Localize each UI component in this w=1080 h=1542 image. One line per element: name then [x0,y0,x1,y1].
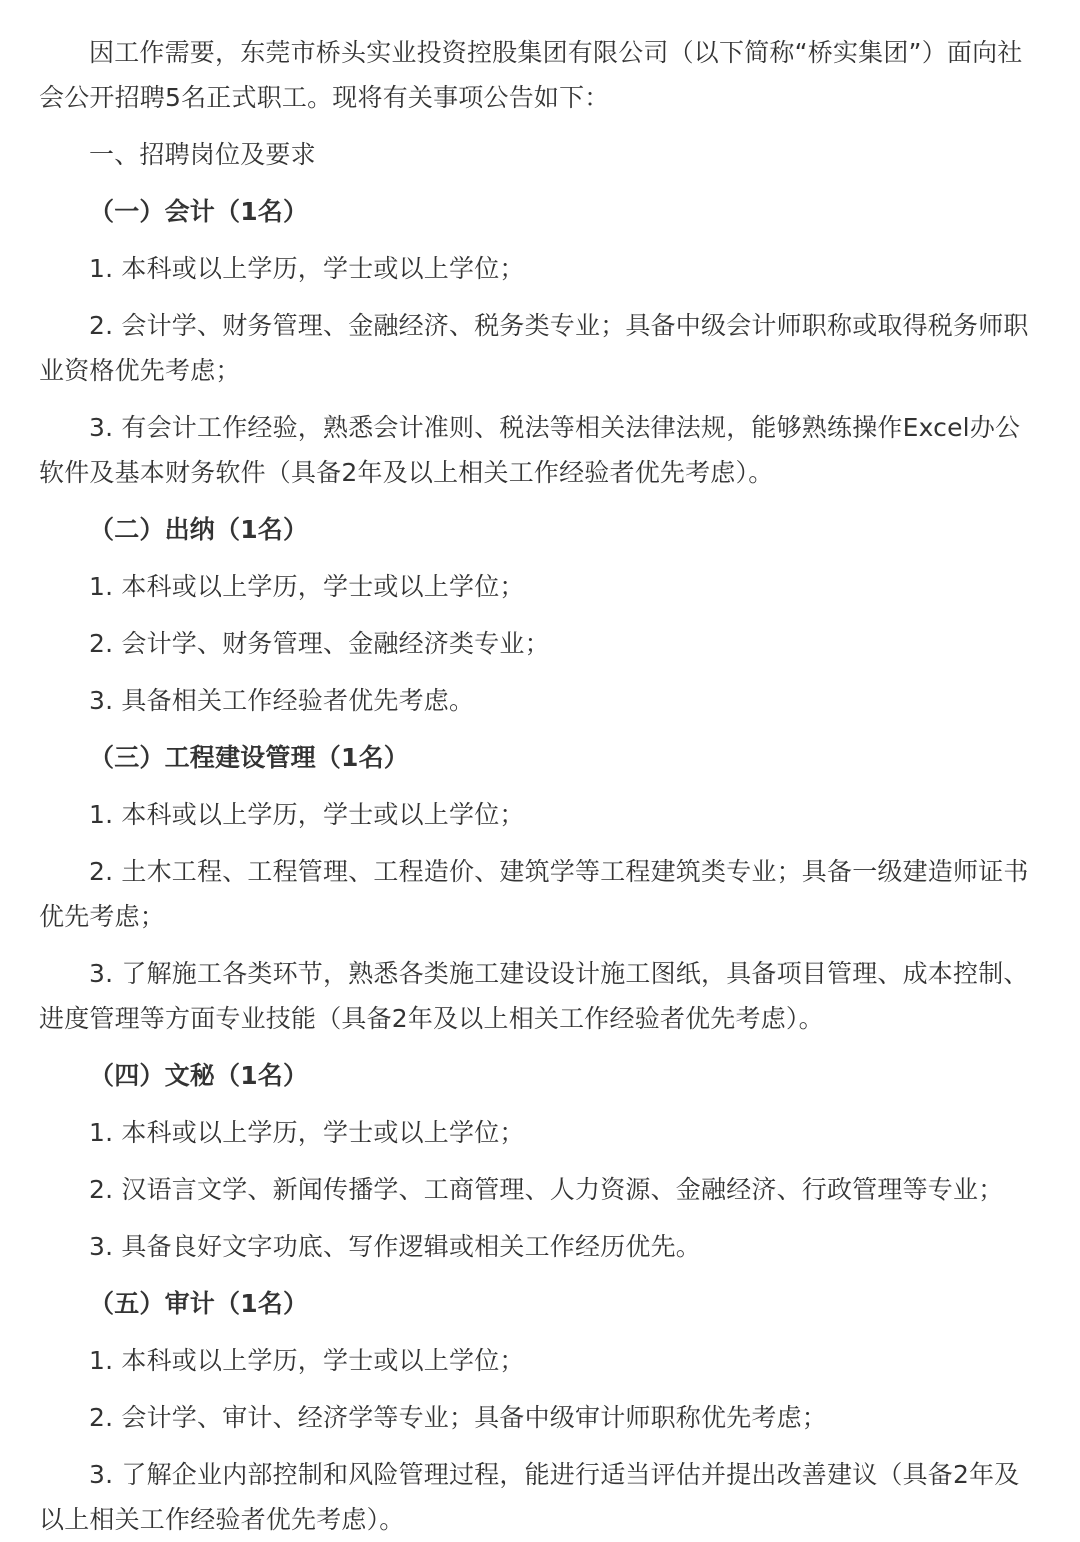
requirement-item: 1. 本科或以上学历，学士或以上学位； [89,1346,525,1375]
requirement-item: 3. 具备相关工作经验者优先考虑。 [89,686,475,715]
intro-paragraph: 因工作需要，东莞市桥头实业投资控股集团有限公司（以下简称“桥实集团”）面向社会公开招聘5名正式职工。现将有关事项公告如下： [39,38,1023,112]
requirement-item: 3. 了解企业内部控制和风险管理过程，能进行适当评估并提出改善建议（具备2年及以上相关工作经验者优先考虑）。 [39,1460,1020,1534]
requirement-item: 3. 了解施工各类环节，熟悉各类施工建设设计施工图纸，具备项目管理、成本控制、进度管理等方面专业技能（具备2年及以上相关工作经验者优先考虑）。 [39,959,1029,1033]
requirement-item: 1. 本科或以上学历，学士或以上学位； [89,800,525,829]
requirement-item: 2. 会计学、审计、经济学等专业；具备中级审计师职称优先考虑； [89,1403,828,1432]
section-title: 一、招聘岗位及要求 [89,140,316,169]
requirement-item: 2. 会计学、财务管理、金融经济类专业； [89,629,550,658]
requirement-item: 3. 具备良好文字功底、写作逻辑或相关工作经历优先。 [89,1232,702,1261]
position-heading-engineering: （三）工程建设管理（1名） [89,743,409,772]
position-heading-accountant: （一）会计（1名） [89,197,309,226]
position-heading-auditor: （五）审计（1名） [89,1289,309,1318]
position-heading-secretary: （四）文秘（1名） [89,1061,309,1090]
requirement-item: 2. 会计学、财务管理、金融经济、税务类专业；具备中级会计师职称或取得税务师职业资格优先考虑； [39,311,1029,385]
requirement-item: 1. 本科或以上学历，学士或以上学位； [89,572,525,601]
requirement-item: 1. 本科或以上学历，学士或以上学位； [89,254,525,283]
requirement-item: 2. 汉语言文学、新闻传播学、工商管理、人力资源、金融经济、行政管理等专业； [89,1175,1004,1204]
position-heading-cashier: （二）出纳（1名） [89,515,309,544]
requirement-item: 2. 土木工程、工程管理、工程造价、建筑学等工程建筑类专业；具备一级建造师证书优先考虑； [39,857,1029,931]
requirement-item: 3. 有会计工作经验，熟悉会计准则、税法等相关法律法规，能够熟练操作Excel办公软件及基本财务软件（具备2年及以上相关工作经验者优先考虑）。 [39,413,1021,487]
requirement-item: 1. 本科或以上学历，学士或以上学位； [89,1118,525,1147]
